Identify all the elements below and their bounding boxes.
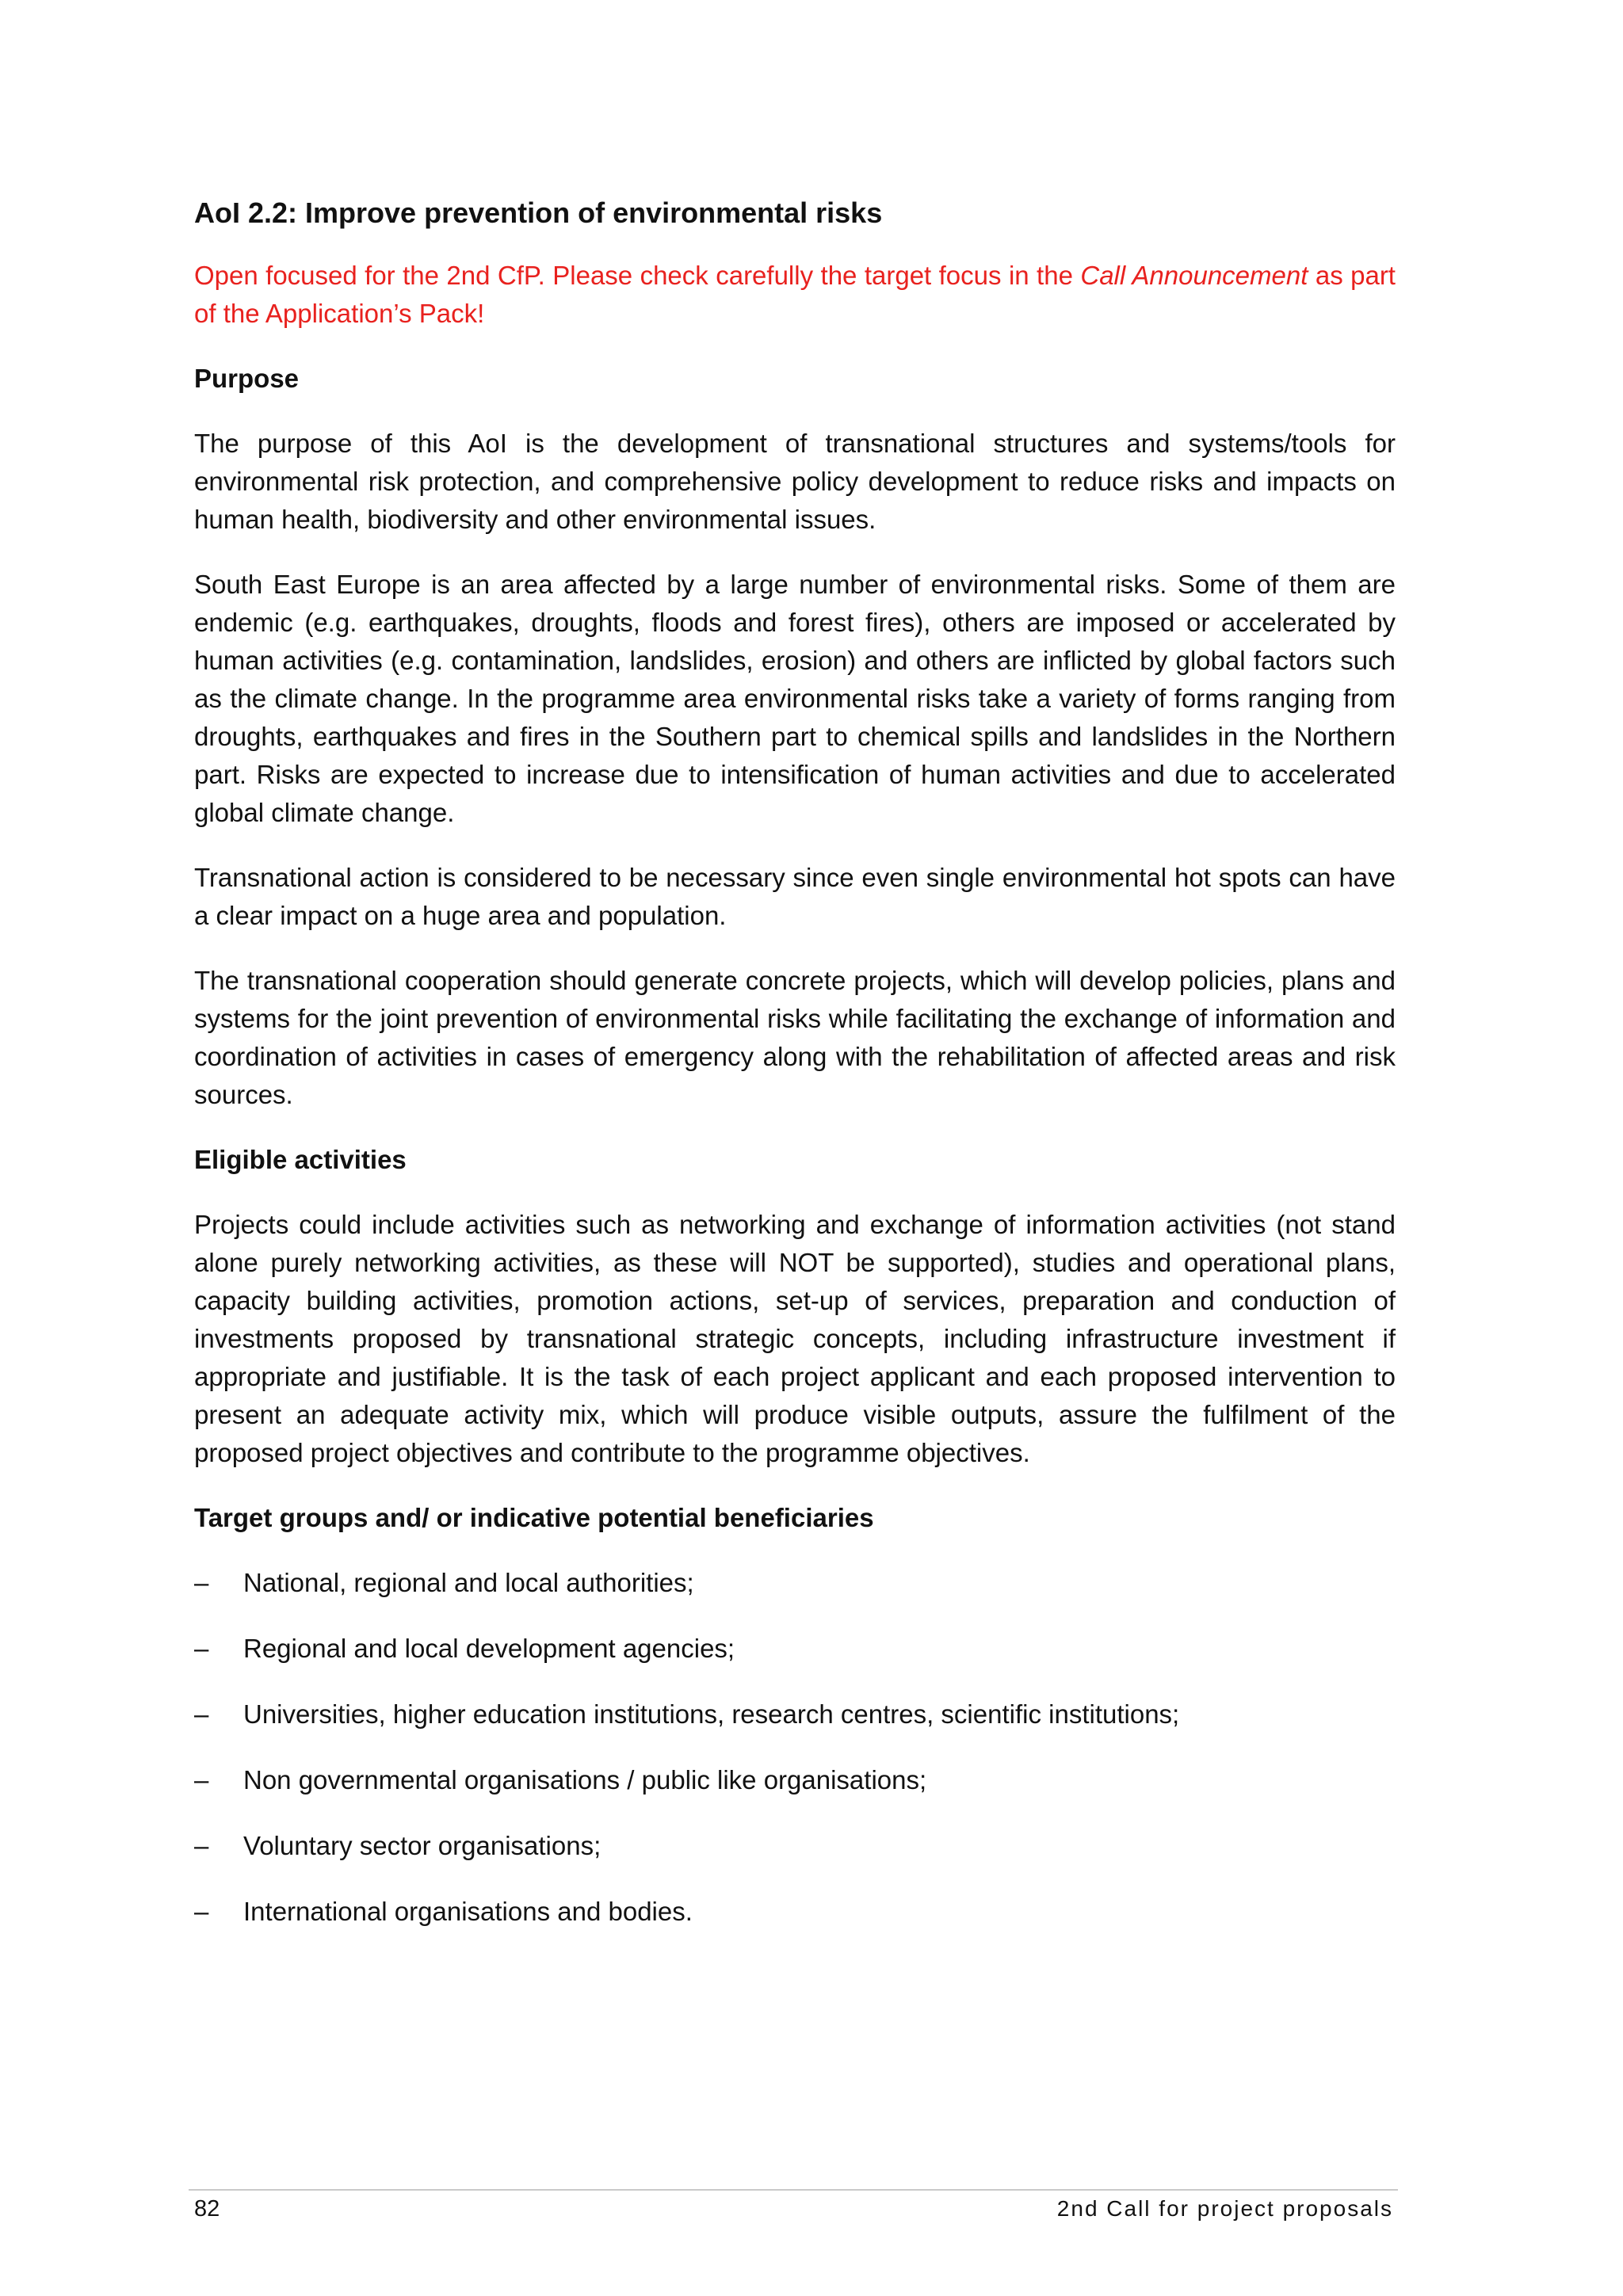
notice-text-start: Open focused for the 2nd CfP. Please check carefully the target focus in the — [194, 261, 1081, 290]
list-item-text: Non governmental organisations / public like organisations; — [243, 1765, 927, 1794]
list-item — [194, 1564, 1396, 1602]
page-number: 82 — [194, 2196, 220, 2222]
dash-bullet-icon: – — [194, 1897, 209, 1926]
dash-bullet-icon: – — [194, 1831, 209, 1860]
list-item — [194, 1695, 1396, 1733]
notice-italic-term: Call Announcement — [1080, 261, 1308, 290]
target-groups-list — [194, 1564, 1396, 1931]
target-groups-title: Target groups and/ or indicative potential beneficiaries — [194, 1503, 874, 1532]
list-item-text: Universities, higher education institutions, research centres, scientific institutions; — [243, 1699, 1180, 1729]
dash-bullet-icon: – — [194, 1765, 209, 1794]
list-item — [194, 1630, 1396, 1668]
footer-document-title: 2nd Call for project proposals — [1056, 2196, 1393, 2221]
list-item — [194, 1827, 1396, 1865]
call-focus-notice — [194, 257, 1396, 333]
purpose-title: Purpose — [194, 364, 300, 393]
list-item-text: National, regional and local authorities; — [243, 1568, 694, 1597]
list-item-text: Voluntary sector organisations; — [243, 1831, 601, 1860]
purpose-paragraph: The transnational cooperation should generate concrete projects, which will develop policies, plans and systems for the joint prevention of environmental risks while facilitating the exchange of information and coordination of activities in cases of emergency along with the rehabilitation of affected areas and risk sources. — [194, 966, 1396, 1109]
list-item — [194, 1761, 1396, 1799]
list-item-text: Regional and local development agencies; — [243, 1634, 735, 1663]
notice-text-end: as part of the Application’s Pack! — [194, 261, 1396, 328]
purpose-paragraph: Transnational action is considered to be necessary since even single environmental hot spots can have a clear impact on a huge area and population. — [194, 863, 1396, 930]
page-content — [194, 194, 1396, 1958]
footer-divider — [189, 2189, 1398, 2191]
list-item — [194, 1893, 1396, 1931]
eligible-activities-paragraph: Projects could include activities such as networking and exchange of information activities (not stand alone purely networking activities, as these will NOT be supported), studies and operational plans, capacity building activities, promotion actions, set-up of services, preparation and conduction of investments proposed by transnational strategic concepts, including infrastructure investment if appropriate and justifiable. It is the task of each project applicant and each proposed intervention to present an adequate activity mix, which will produce visible outputs, assure the fulfilment of the proposed project objectives and contribute to the programme objectives. — [194, 1210, 1396, 1467]
purpose-paragraph: South East Europe is an area affected by a large number of environmental risks. Some of them are endemic (e.g. earthquakes, droughts, floods and forest fires), others are imposed or accelerated by human activities (e.g. contamination, landslides, erosion) and others are inflicted by global factors such as the climate change. In the programme area environmental risks take a variety of forms ranging from droughts, earthquakes and fires in the Southern part to chemical spills and landslides in the Northern part. Risks are expected to increase due to intensification of human activities and due to accelerated global climate change. — [194, 570, 1396, 827]
list-item-text: International organisations and bodies. — [243, 1897, 693, 1926]
purpose-paragraph: The purpose of this AoI is the development of transnational structures and systems/tools for environmental risk protection, and comprehensive policy development to reduce risks and impacts on human health, biodiversity and other environmental issues. — [194, 429, 1396, 534]
eligible-activities-title: Eligible activities — [194, 1145, 407, 1174]
dash-bullet-icon: – — [194, 1699, 209, 1729]
section-heading: AoI 2.2: Improve prevention of environmental risks — [194, 196, 883, 229]
dash-bullet-icon: – — [194, 1568, 209, 1597]
dash-bullet-icon: – — [194, 1634, 209, 1663]
